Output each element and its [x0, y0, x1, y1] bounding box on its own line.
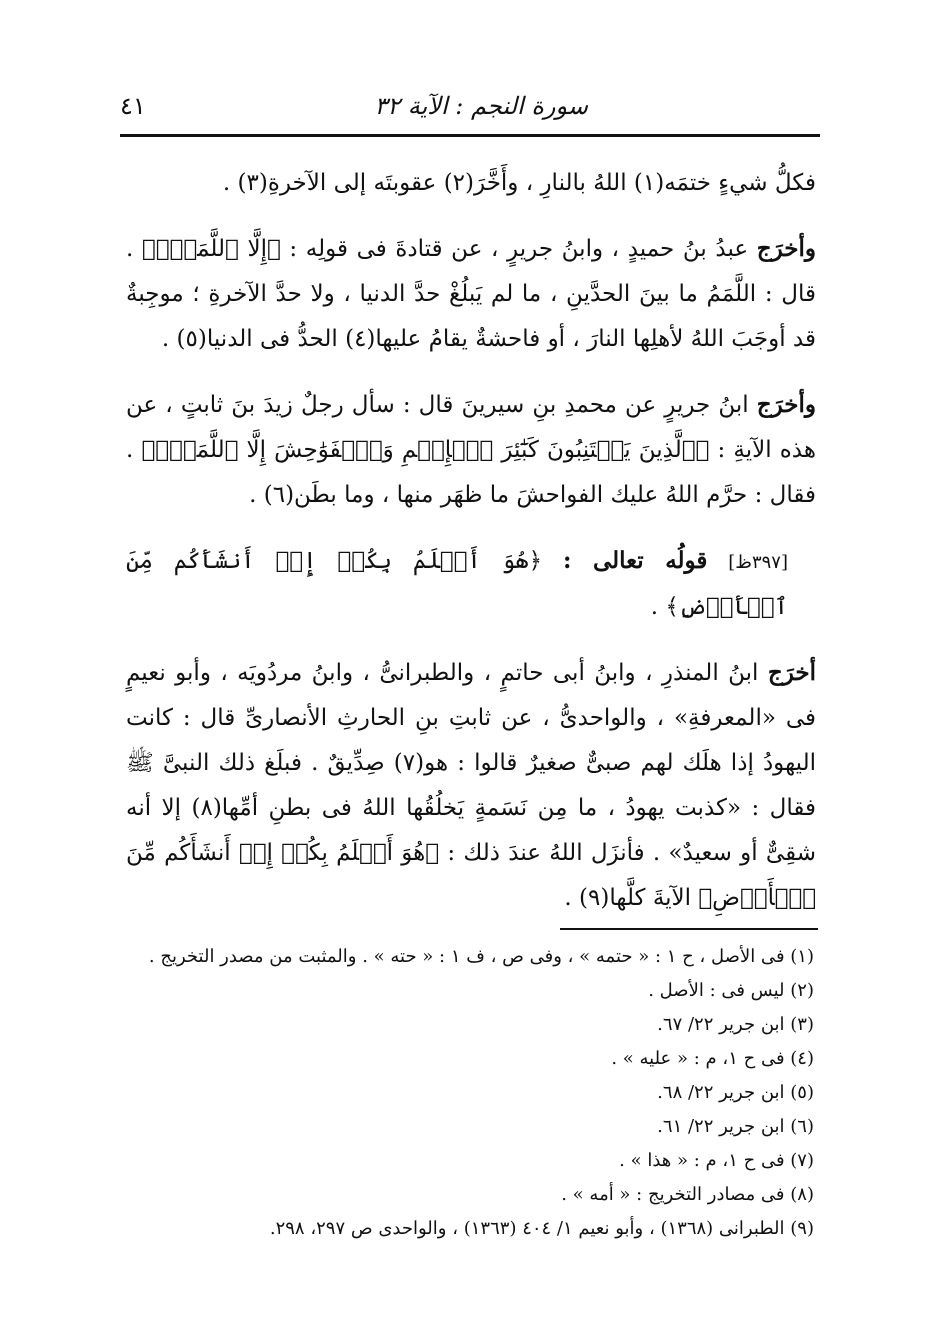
footnote-2: (٢) ليس فى : الأصل .	[648, 980, 814, 1001]
footnote-9: (٩) الطبرانى (١٣٦٨) ، وأبو نعيم ١/ ٤٠٤ (١٣٦٣) ، والواحدى ص ٢٩٧، ٢٩٨.	[269, 1218, 814, 1239]
paragraph-text: ابنُ المنذرِ ، وابنُ أبى حاتمٍ ، والطبرانىُّ ، وابنُ مردُويَه ، وأبو نعيمٍ فى «المعرفةِ» ، والواحدىُّ ، عن ثابتِ بنِ الحارثِ الأنصارىِّ قال : كانت اليهودُ إذا هلَك لهم صبىٌّ صغيرٌ قالوا : هو(٧) صِدِّيقٌ . فبلَغ ذلك النبىَّ ﷺ فقال : «كذبت يهودُ ، ما مِن نَسَمةٍ يَخلُقُها اللهُ فى بطنِ أمِّها(٨) إلا أنه شقِىٌّ أو سعيدٌ» . فأنزَل اللهُ عندَ ذلك : ﴿هُوَ أَعۡلَمُ بِكُمۡ إِذۡ أَنشَأَكُم مِّنَ ٱلۡأَرۡضِ﴾ الآيةَ كلَّها(٩) .	[126, 660, 817, 911]
paragraph-lead: وأخرَج	[756, 235, 816, 262]
footnote-1: (١) فى الأصل ، ح ١ : « حتمه » ، وفى ص ، ف ١ : « حته » . والمثبت من مصدر التخريج .	[148, 946, 814, 967]
heading-label: قولُه تعالى :	[562, 547, 708, 574]
header-title: سورة النجم : الآية ٣٢	[374, 92, 588, 120]
footnote-3: (٣) ابن جرير ٢٢/ ٦٧.	[657, 1014, 814, 1035]
footnote-4: (٤) فى ح ١، م : « عليه » .	[611, 1048, 814, 1069]
running-header	[120, 86, 818, 130]
paragraph-lead: أخرَج	[767, 659, 816, 686]
folio-marker: [٣٩٧ظ]	[728, 552, 788, 573]
footnote-8: (٨) فى مصادر التخريج : « أمه » .	[561, 1184, 814, 1205]
footnote-7: (٧) فى ح ١، م : « هذا » .	[619, 1150, 814, 1171]
footnote-5: (٥) ابن جرير ٢٢/ ٦٨.	[657, 1082, 814, 1103]
heading-verse: ﴿هُوَ أَعۡلَمُ بِكُمۡ إِذۡ أَنشَأَكُم مِّنَ ٱلۡأَرۡضِ﴾ .	[126, 548, 788, 620]
paragraph-4	[126, 650, 816, 921]
paragraph-text: ابنُ جريرٍ عن محمدِ بنِ سيرينَ قال : سأل رجلٌ زيدَ بنَ ثابتٍ ، عن هذه الآيةِ : ﴿ٱلَّذِينَ يَجۡتَنِبُونَ كَبَٰٓئِرَ ٱلۡإِثۡمِ وَٱلۡفَوَٰحِشَ إِلَّا ٱللَّمَمَۚ﴾ . فقال : حرَّم اللهُ عليك الفواحشَ ما ظهَر منها ، وما بطَن(٦) .	[126, 392, 816, 508]
footnote-6: (٦) ابن جرير ٢٢/ ٦١.	[657, 1116, 814, 1137]
paragraph-2	[126, 226, 816, 362]
paragraph-text: عبدُ بنُ حميدٍ ، وابنُ جريرٍ ، عن قتادةَ فى قولِه : ﴿إِلَّا ٱللَّمَمَۚ﴾ . قال : اللَّمَمُ ما بينَ الحدَّينِ ، ما لم يَبلُغْ حدَّ الدنيا ، ولا حدَّ الآخرةِ ؛ موجِبةٌ قد أوجَبَ اللهُ لأهلِها النارَ ، أو فاحشةٌ يقامُ عليها(٤) الحدُّ فى الدنيا(٥) .	[126, 236, 816, 352]
paragraph-1	[126, 160, 816, 206]
paragraph-3	[126, 382, 816, 518]
paragraph-lead: وأخرَج	[756, 391, 816, 418]
header-divider	[120, 134, 820, 137]
page-number: ٤١	[120, 92, 146, 120]
main-text	[126, 160, 816, 941]
section-heading	[126, 538, 816, 630]
footnotes	[150, 940, 814, 1246]
paragraph-text: فكلُّ شيءٍ ختمَه(١) اللهُ بالنارِ ، وأَخَّرَ(٢) عقوبتَه إلى الآخرةِ(٣) .	[222, 170, 816, 196]
footnote-divider	[560, 928, 818, 930]
